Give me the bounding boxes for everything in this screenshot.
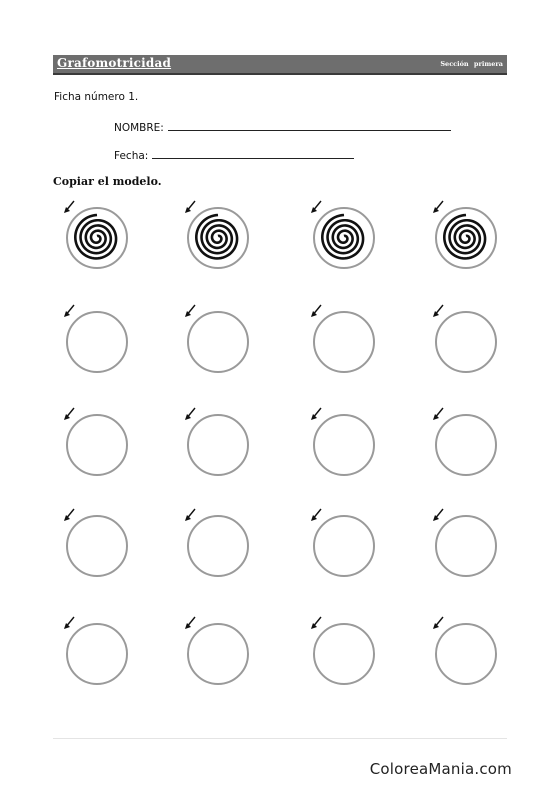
tracing-circle-cell[interactable] (304, 506, 384, 586)
circle-figure (178, 614, 258, 694)
circle-figure (304, 405, 384, 485)
spiral-figure (426, 198, 506, 278)
tracing-circle-cell[interactable] (178, 302, 258, 382)
circle-figure (426, 302, 506, 382)
section-label: Sección primera (440, 60, 503, 68)
guide-circle (314, 415, 374, 475)
guide-circle (436, 415, 496, 475)
tracing-circle-cell[interactable] (178, 405, 258, 485)
circle-figure (57, 614, 137, 694)
guide-circle (67, 516, 127, 576)
tracing-circle-cell[interactable] (57, 302, 137, 382)
circle-figure (304, 614, 384, 694)
circle-figure (426, 506, 506, 586)
guide-circle (314, 516, 374, 576)
circle-figure (57, 405, 137, 485)
spiral-line (444, 215, 485, 258)
circle-figure (304, 506, 384, 586)
worksheet-title: Grafomotricidad (57, 56, 172, 70)
instruction-text: Copiar el modelo. (53, 175, 162, 188)
guide-circle (188, 516, 248, 576)
circle-figure (178, 506, 258, 586)
tracing-circle-cell[interactable] (426, 506, 506, 586)
name-label: NOMBRE: (114, 122, 164, 134)
ficha-number: Ficha número 1. (54, 91, 139, 103)
spiral-line (196, 215, 237, 258)
guide-circle (314, 312, 374, 372)
spiral-line (322, 215, 363, 258)
circle-figure (178, 302, 258, 382)
header-bar (53, 55, 507, 75)
model-spiral-cell (178, 198, 258, 278)
guide-circle (188, 415, 248, 475)
tracing-circle-cell[interactable] (426, 614, 506, 694)
guide-circle (188, 312, 248, 372)
date-field[interactable] (114, 148, 354, 162)
tracing-circle-cell[interactable] (426, 405, 506, 485)
tracing-circle-cell[interactable] (304, 302, 384, 382)
spiral-line (75, 215, 116, 258)
guide-circle (67, 624, 127, 684)
tracing-circle-cell[interactable] (304, 405, 384, 485)
guide-circle (314, 624, 374, 684)
tracing-circle-cell[interactable] (178, 506, 258, 586)
circle-figure (178, 405, 258, 485)
guide-circle (67, 415, 127, 475)
tracing-circle-cell[interactable] (426, 302, 506, 382)
circle-figure (57, 506, 137, 586)
circle-figure (426, 405, 506, 485)
circle-figure (304, 302, 384, 382)
guide-circle (436, 312, 496, 372)
tracing-circle-cell[interactable] (304, 614, 384, 694)
footer-divider (53, 738, 507, 739)
tracing-circle-cell[interactable] (57, 506, 137, 586)
date-blank-line[interactable] (152, 148, 354, 159)
tracing-circle-cell[interactable] (178, 614, 258, 694)
tracing-circle-cell[interactable] (57, 614, 137, 694)
brand-logo-text: ColoreaMania.com (369, 760, 512, 778)
model-spiral-cell (426, 198, 506, 278)
circle-figure (426, 614, 506, 694)
circle-figure (57, 302, 137, 382)
name-field[interactable] (114, 120, 451, 134)
date-label: Fecha: (114, 150, 149, 162)
guide-circle (436, 624, 496, 684)
guide-circle (188, 624, 248, 684)
tracing-circle-cell[interactable] (57, 405, 137, 485)
guide-circle (67, 312, 127, 372)
model-spiral-cell (57, 198, 137, 278)
model-spiral-cell (304, 198, 384, 278)
spiral-figure (57, 198, 137, 278)
name-blank-line[interactable] (168, 120, 451, 131)
guide-circle (436, 516, 496, 576)
spiral-figure (304, 198, 384, 278)
spiral-figure (178, 198, 258, 278)
